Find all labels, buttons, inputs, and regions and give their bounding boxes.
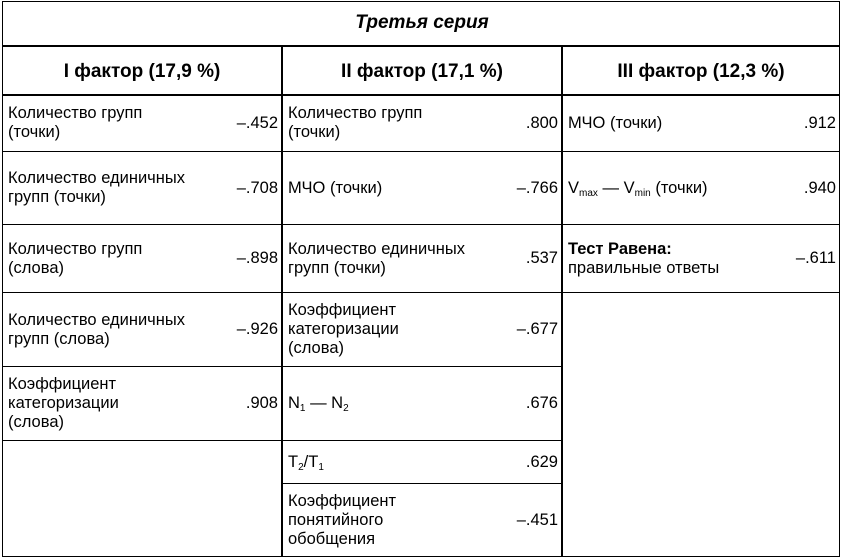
rule xyxy=(562,292,840,293)
row-value: .629 xyxy=(525,452,558,471)
rule-under-title xyxy=(2,45,840,47)
row-value: –.926 xyxy=(236,320,278,338)
slash: / xyxy=(303,452,309,471)
row-label: Коэффициент понятийного обобщения xyxy=(288,492,397,548)
dash: — xyxy=(597,178,624,197)
table-row xyxy=(282,367,562,440)
v-symbol: V xyxy=(568,178,580,197)
subscript: min xyxy=(634,187,651,199)
subscript: 1 xyxy=(318,461,324,473)
row-value: –.898 xyxy=(236,249,278,267)
factor-heading-1: I фактор (17,9 %) xyxy=(63,61,221,82)
row-label: МЧО (точки) xyxy=(288,178,383,197)
table-row xyxy=(282,95,562,151)
table-row xyxy=(282,441,562,483)
raven-test-title: Тест Равена: xyxy=(568,239,672,258)
table-row xyxy=(282,152,562,224)
t2-t1-label xyxy=(288,453,324,472)
row-label: Количество групп (точки) xyxy=(8,104,143,141)
vmax-vmin-label xyxy=(568,179,708,198)
row-value: –.452 xyxy=(236,113,278,132)
row-label: Количество единичных групп (точки) xyxy=(8,169,185,206)
row-value: –.708 xyxy=(236,178,278,197)
table-row xyxy=(562,95,840,151)
table-row xyxy=(2,293,282,366)
t-symbol: T xyxy=(308,452,319,471)
row-value: .676 xyxy=(525,394,558,412)
row-label: Количество единичных групп (точки) xyxy=(288,239,465,277)
row-label: правильные ответы xyxy=(568,258,720,277)
table-title: Третья серия xyxy=(355,12,489,33)
factor-heading-2: II фактор (17,1 %) xyxy=(341,61,503,82)
n-symbol: N xyxy=(331,394,344,412)
table-row xyxy=(2,95,282,151)
table-row xyxy=(282,293,562,366)
table-row xyxy=(282,484,562,557)
points-suffix: (точки) xyxy=(650,178,708,197)
table-row xyxy=(2,367,282,440)
factor-heading-3: III фактор (12,3 %) xyxy=(617,61,785,82)
row-value: .537 xyxy=(525,249,558,267)
row-value: .800 xyxy=(525,113,558,132)
t-symbol: T xyxy=(288,452,299,471)
rule xyxy=(2,440,282,441)
n-symbol: N xyxy=(288,394,300,412)
subscript: 1 xyxy=(299,403,306,414)
row-value: –.611 xyxy=(795,249,836,267)
subscript: 2 xyxy=(343,403,349,414)
subscript: 2 xyxy=(298,461,304,473)
row-value: –.451 xyxy=(516,511,558,529)
dash: — xyxy=(305,394,332,412)
row-value: .912 xyxy=(803,113,836,132)
row-value: –.677 xyxy=(516,320,558,338)
row-label: МЧО (точки) xyxy=(568,113,663,132)
table-row xyxy=(562,225,840,292)
row-label: Количество групп (слова) xyxy=(8,239,143,277)
row-label: Коэффициент категоризации (слова) xyxy=(8,375,119,431)
raven-label xyxy=(568,240,728,278)
row-value: .940 xyxy=(803,178,836,197)
table-row xyxy=(2,152,282,224)
n1-n2-label xyxy=(288,394,349,413)
table-row xyxy=(2,225,282,292)
row-label: Количество единичных групп (слова) xyxy=(8,310,185,348)
row-label: Количество групп (точки) xyxy=(288,104,423,141)
row-value: .908 xyxy=(245,394,278,412)
row-label: Коэффициент категоризации (слова) xyxy=(288,301,399,357)
table-row xyxy=(562,152,840,224)
subscript: max xyxy=(579,187,598,199)
table-row xyxy=(282,225,562,292)
row-value: –.766 xyxy=(516,178,558,197)
v-symbol: V xyxy=(623,178,635,197)
